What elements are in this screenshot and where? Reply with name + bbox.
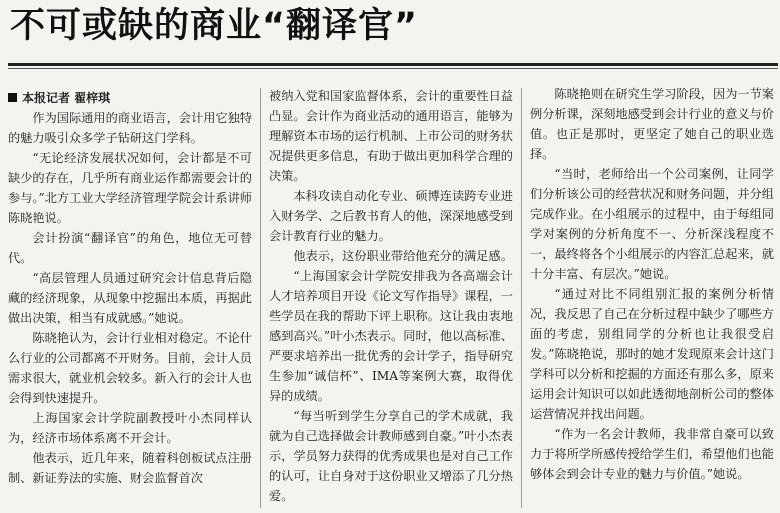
paragraph: 陈晓艳认为，会计行业相对稳定。不论什么行业的公司都离不开财务。目前，会计人员需求很大，就业机会较多。新入行的会计人也会得到快速提升。	[8, 331, 252, 405]
paragraph: “每当听到学生分享自己的学术成就，我就为自己选择做会计教师感到自豪。”叶小杰表示，学员努力获得的优秀成果也是对自己工作的认可，让自身对于这份职业又增添了几分热爱。	[269, 409, 513, 503]
paragraph: 会计扮演“翻译官”的角色，地位无可替代。	[8, 231, 252, 265]
column-divider	[521, 88, 522, 508]
paragraph: “无论经济发展状况如何，会计都是不可缺少的存在，几乎所有商业运作都需要会计的参与。”北方工业大学经济管理学院会计系讲师陈晓艳说。	[8, 151, 252, 225]
paragraph: 本科攻读自动化专业、硕博连读跨专业进入财务学、之后教书育人的他，深深地感受到会计教育行业的魅力。	[269, 189, 513, 243]
paragraph: “通过对比不同组别汇报的案例分析情况，我反思了自己在分析过程中缺少了哪些方面的考虑，别组同学的分析也让我很受启发。”陈晓艳说，那时的她才发现原来会计这门学科可以分析和挖掘的方面还有那么多，原来运用会计知识可以如此透彻地剖析公司的整体运营情况并找出问题。	[530, 287, 774, 421]
paragraph: 他表示，近几年来，随着科创板试点注册制、新证券法的实施、财会监督首次	[8, 451, 252, 485]
headline-rule-thin	[8, 68, 778, 69]
headline: 不可或缺的商业“翻译官”	[10, 6, 419, 46]
article-column-1	[8, 88, 252, 512]
article-column-3	[530, 84, 774, 508]
paragraph: 陈晓艳则在研究生学习阶段，因为一节案例分析课，深刻地感受到会计行业的意义与价值。也正是那时，更坚定了她自己的职业选择。	[530, 87, 774, 161]
byline-text: 本报记者 翟梓琪	[22, 91, 111, 105]
paragraph: “上海国家会计学院安排我为各高端会计人才培养项目开设《论文写作指导》课程，一些学员在我的帮助下评上职称。这让我由衷地感到高兴。”叶小杰表示。同时，他以高标准、严要求培养出一批优秀的会计学子，指导研究生参加“诚信杯”、IMA等案例大赛，取得优异的成绩。	[269, 269, 513, 403]
column-divider	[260, 88, 261, 508]
paragraph: 上海国家会计学院副教授叶小杰同样认为，经济市场体系离不开会计。	[8, 411, 252, 445]
paragraph: “当时，老师给出一个公司案例，让同学们分析该公司的经营状况和财务问题，并分组完成作业。在小组展示的过程中，由于每组同学对案例的分析角度不一、分析深浅程度不一，最终将各个小组展示的内容汇总起来，就十分丰富、有层次。”她说。	[530, 167, 774, 281]
byline	[8, 88, 252, 108]
paragraph: 被纳入党和国家监督体系，会计的重要性日益凸显。会计作为商业活动的通用语言，能够为理解资本市场的运行机制、上市公司的财务状况提供更多信息，有助于做出更加科学合理的决策。	[269, 89, 513, 183]
article-column-2	[269, 86, 513, 510]
headline-rule-thick	[8, 63, 778, 66]
paragraph: “高层管理人员通过研究会计信息背后隐藏的经济现象，从现象中挖掘出本质，再据此做出决策，相当有成就感。”她说。	[8, 271, 252, 325]
paragraph: 他表示，这份职业带给他充分的满足感。	[293, 249, 513, 263]
paragraph: 作为国际通用的商业语言，会计用它独特的魅力吸引众多学子钻研这门学科。	[8, 111, 252, 145]
square-bullet-icon	[8, 93, 17, 102]
paragraph: “作为一名会计教师，我非常自豪可以致力于将所学所感传授给学生们，希望他们也能够体会到会计专业的魅力与价值。”她说。	[530, 427, 774, 481]
